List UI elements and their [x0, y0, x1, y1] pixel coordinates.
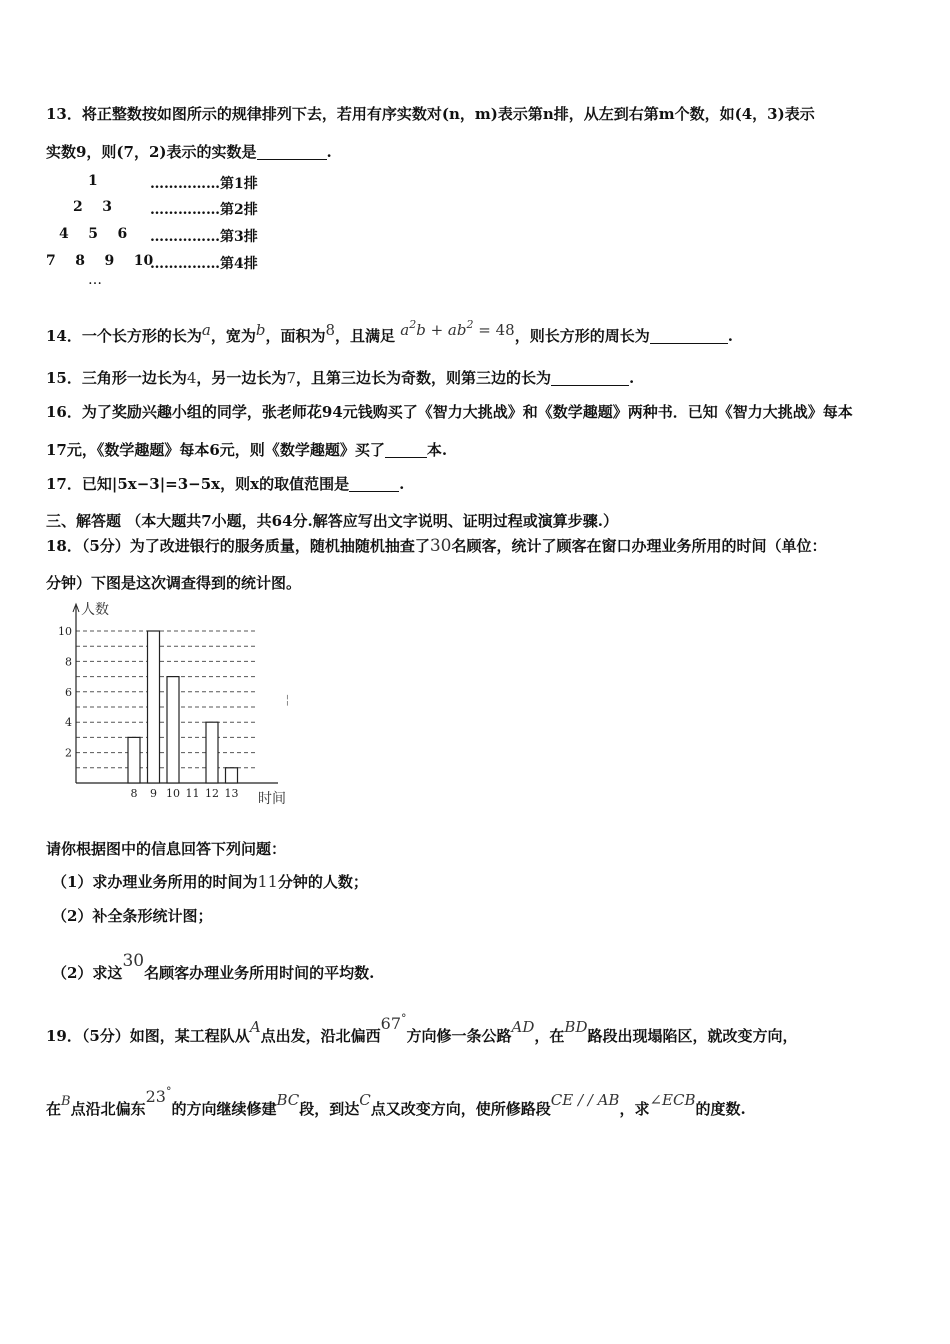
q15-text-2: ，另一边长为	[196, 369, 287, 387]
x-tick-label: 12	[205, 787, 219, 800]
q15-end: .	[629, 369, 635, 387]
q18-line2: 分钟）下图是这次调查得到的统计图。	[46, 574, 302, 592]
q19-text-7: 点沿北偏东	[70, 1100, 146, 1118]
q15	[46, 367, 634, 388]
answer-blank	[650, 329, 728, 344]
triangle-row-2-label	[150, 199, 258, 219]
parallel-ce-ab: CE / / AB	[550, 1091, 620, 1109]
y-tick-label: 4	[65, 716, 72, 730]
triangle-row-1	[88, 173, 98, 189]
q16-line2	[46, 439, 447, 460]
q19-text-12: 的度数.	[695, 1100, 746, 1118]
sub3-text-2: 名顾客办理业务所用时间的平均数.	[144, 964, 375, 982]
formula-part: = 48	[473, 321, 515, 339]
area-value: 8	[325, 321, 336, 339]
q13-line2-text: 实数9，则(7，2)表示的实数是	[46, 143, 257, 161]
answer-blank	[257, 145, 327, 160]
var-b: b	[255, 321, 266, 339]
answer-blank	[349, 477, 399, 492]
bar-10	[167, 677, 179, 783]
x-tick-label: 13	[224, 787, 239, 800]
bar-9	[148, 631, 160, 783]
triangle-row-1-label	[150, 173, 258, 193]
y-tick-label: 8	[65, 655, 72, 669]
formula-part: b + ab	[416, 321, 467, 339]
q14-text-4: ，且满足	[335, 327, 396, 345]
bar-8	[128, 737, 140, 783]
row-label: 第4排	[220, 256, 258, 272]
q19-text-6: 在	[46, 1100, 62, 1118]
angle-ecb: ∠ECB	[649, 1091, 696, 1109]
y-tick-label: 10	[58, 625, 72, 638]
q18-text-1: 18．（5分）为了改进银行的服务质量，随机抽随机抽查了	[46, 537, 430, 555]
y-tick-label: 2	[65, 746, 72, 760]
q15-text-1: 15．三角形一边长为	[46, 369, 187, 387]
customer-count: 30	[429, 536, 452, 556]
q19-text-10: 点又改变方向，使所修路段	[370, 1100, 551, 1118]
sub1-text-1: （1）求办理业务所用的时间为	[52, 873, 258, 891]
triangle-row-4	[46, 253, 153, 269]
side-value-2: 7	[286, 369, 296, 387]
segment-bc: BC	[276, 1091, 300, 1109]
q13-line1: 13．将正整数按如图所示的规律排列下去，若用有序实数对(n，m)表示第n排，从左到右第m个数，如(4，3)表示	[46, 105, 815, 123]
q14-end: .	[727, 327, 733, 345]
q17-end: .	[399, 475, 405, 493]
q13-line2	[46, 141, 332, 162]
row-label: 第3排	[220, 229, 258, 245]
row-label: 第1排	[220, 176, 258, 192]
x-tick-label: 8	[130, 787, 138, 800]
q19-text-5: 路段出现塌陷区，就改变方向，	[587, 1027, 798, 1045]
q17-text: 17．已知|5x−3|=3−5x，则x的取值范围是	[46, 475, 350, 493]
sub1-text-2: 分钟的人数；	[277, 873, 368, 891]
y-axis-label: 人数	[81, 602, 109, 618]
stray-mark: ╎	[284, 694, 291, 707]
bar-chart	[46, 598, 306, 808]
row-numbers: 7 8 9 10	[46, 253, 154, 269]
x-tick-label: 11	[185, 787, 200, 800]
q19-text-3: 方向修一条公路	[406, 1027, 512, 1045]
segment-bd: BD	[564, 1018, 588, 1036]
q17	[46, 473, 404, 494]
q16-end: 本.	[426, 441, 448, 459]
q19-text-8: 的方向继续修建	[171, 1100, 277, 1118]
formula-part: a	[400, 321, 410, 339]
section-3-heading: 三、解答题 （本大题共7小题，共64分.解答应写出文字说明、证明过程或演算步骤.）	[46, 512, 618, 530]
q18-text-2: 名顾客，统计了顾客在窗口办理业务所用的时间（单位：	[451, 537, 827, 555]
q16-line1: 16．为了奖励兴趣小组的同学，张老师花94元钱购买了《智力大挑战》和《数学趣题》两种书．已知《智力大挑战》每本	[46, 403, 853, 421]
row-dots: ……………	[150, 176, 220, 192]
sub3-number: 30	[122, 951, 145, 971]
q15-text-3: ，且第三边长为奇数，则第三边的长为	[295, 369, 551, 387]
q18-prompt: 请你根据图中的信息回答下列问题：	[46, 840, 287, 858]
row-numbers: 2 3	[73, 199, 112, 215]
triangle-row-3-label	[150, 226, 258, 246]
q18-sub1	[52, 871, 368, 892]
triangle-ellipsis: …	[88, 272, 102, 288]
point-a: A	[249, 1018, 261, 1036]
q14-text-1: 14．一个长方形的长为	[46, 327, 202, 345]
q14-formula	[400, 318, 515, 339]
point-c: C	[359, 1091, 371, 1109]
bar-12	[206, 722, 218, 783]
x-tick-label: 9	[150, 787, 157, 800]
angle-23: 23	[145, 1087, 166, 1106]
point-b: B	[61, 1094, 71, 1109]
q19-text-4: ，在	[534, 1027, 565, 1045]
y-tick-label: 6	[65, 685, 72, 699]
formula-sup: 2	[409, 318, 417, 331]
row-dots: ……………	[150, 202, 220, 218]
q19-text-2: 点出发，沿北偏西	[260, 1027, 381, 1045]
q14-text-3: ，面积为	[265, 327, 326, 345]
q16-line2-text: 17元，《数学趣题》每本6元，则《数学趣题》买了	[46, 441, 385, 459]
answer-blank	[551, 371, 629, 386]
triangle-row-3	[59, 226, 127, 242]
q19-line1: 19．（5分）如图，某工程队从A点出发，沿北偏西67°方向修一条公路AD，在BD路段出现塌陷区，就改变方向，	[46, 1012, 798, 1045]
angle-67: 67	[380, 1014, 402, 1033]
q19-line2: 在B点沿北偏东23°的方向继续修建BC段，到达C点又改变方向，使所修路段CE / / AB，求∠ECB的度数.	[46, 1085, 746, 1118]
q14-text-2: ，宽为	[210, 327, 256, 345]
q18-sub3	[52, 951, 374, 983]
triangle-row-2	[73, 199, 112, 215]
q14-text-5: ，则长方形的周长为	[514, 327, 650, 345]
row-numbers: 1	[88, 173, 98, 189]
q13-end: .	[326, 143, 332, 161]
row-dots: ……………	[150, 256, 220, 272]
q19-text-11: ，求	[619, 1100, 650, 1118]
segment-ad: AD	[511, 1018, 535, 1036]
q19-text-9: 段，到达	[299, 1100, 360, 1118]
q18-sub2: （2）补全条形统计图；	[52, 907, 213, 925]
q19-text-1: 19．（5分）如图，某工程队从	[46, 1027, 250, 1045]
q14	[46, 318, 733, 346]
x-tick-label: 10	[166, 787, 180, 800]
x-axis-label: 时间	[258, 791, 286, 807]
formula-sup: 2	[466, 318, 474, 331]
sub1-number: 11	[257, 872, 278, 891]
row-dots: ……………	[150, 229, 220, 245]
answer-blank	[385, 443, 427, 458]
var-a: a	[201, 321, 211, 339]
triangle-row-4-label	[150, 253, 258, 273]
side-value-1: 4	[186, 369, 197, 387]
bar-13	[226, 768, 238, 783]
row-label: 第2排	[220, 202, 258, 218]
sub3-text-1: （2）求这	[52, 964, 123, 982]
row-numbers: 4 5 6	[59, 226, 128, 242]
q18-line1	[46, 535, 826, 556]
